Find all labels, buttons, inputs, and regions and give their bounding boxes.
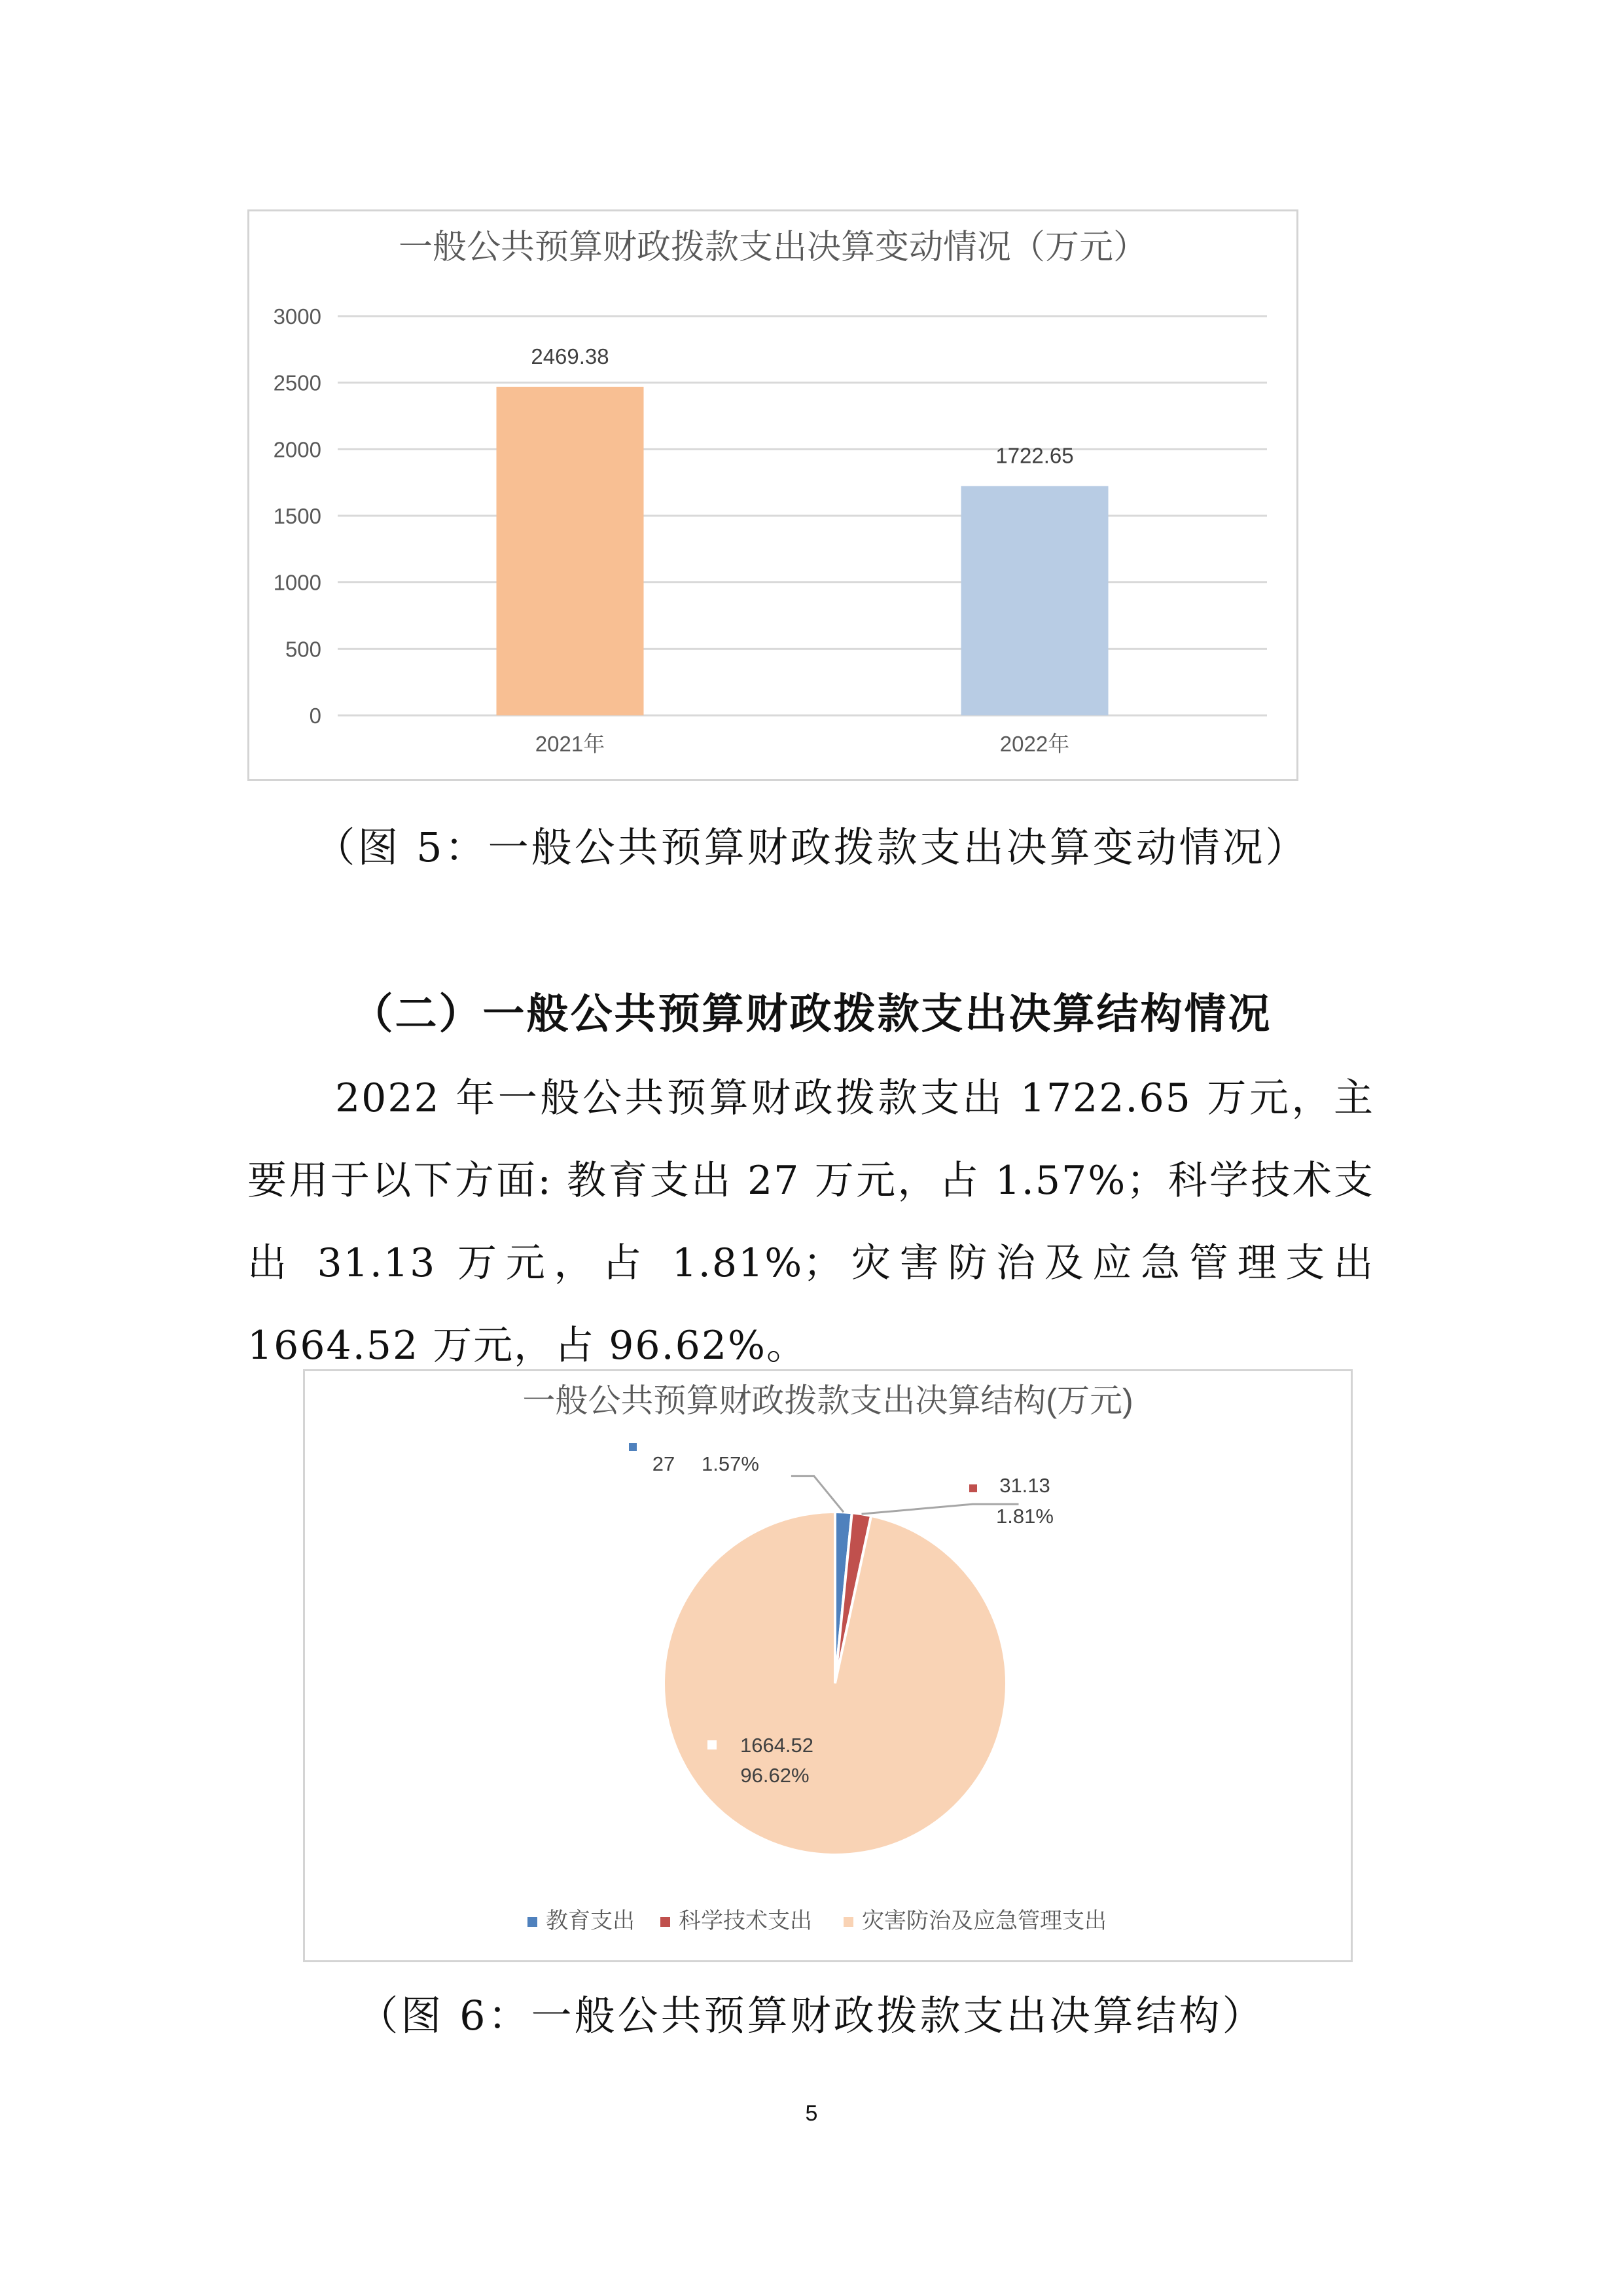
x-tick-label: 2021年	[535, 732, 605, 756]
legend-label: 科学技术支出	[679, 1909, 812, 1933]
y-tick-label: 1000	[273, 570, 321, 595]
body-paragraph: 2022 年一般公共预算财政拨款支出 1722.65 万元，主要用于以下方面: 教育支出 27 万元，占 1.57%；科学技术支出 31.13 万元，占 1.81%；灾害防治及应急管理支出 1664.52 万元，占 96.62%。	[247, 1075, 1374, 1369]
pie-label-marker	[969, 1484, 977, 1492]
x-tick-label: 2022年	[999, 732, 1070, 756]
y-tick-label: 2000	[273, 437, 321, 462]
y-tick-label: 2500	[273, 370, 321, 395]
pie-percent-label: 96.62%	[740, 1764, 810, 1787]
legend-label: 教育支出	[546, 1909, 635, 1933]
pie-value-label: 31.13	[999, 1474, 1050, 1497]
bar-chart-figure5	[247, 209, 1298, 781]
pie-chart-figure6	[303, 1369, 1353, 1962]
pie-chart-svg	[305, 1371, 1351, 1960]
legend-swatch	[527, 1917, 537, 1927]
section-heading: （二）一般公共预算财政拨款支出决算结构情况	[351, 990, 1272, 1039]
pie-leader-line	[862, 1504, 1019, 1514]
y-tick-label: 1500	[273, 504, 321, 528]
bar-data-label: 1722.65	[995, 443, 1074, 468]
bar	[497, 387, 644, 715]
pie-percent-label: 1.81%	[996, 1505, 1054, 1528]
bar-chart-title: 一般公共预算财政拨款支出决算变动情况（万元）	[398, 228, 1148, 266]
pie-percent-label: 1.57%	[702, 1452, 759, 1475]
pie-value-label: 27	[652, 1452, 675, 1475]
y-tick-label: 0	[309, 704, 321, 728]
legend-label: 灾害防治及应急管理支出	[862, 1909, 1107, 1933]
y-tick-label: 500	[285, 637, 321, 662]
pie-leader-line	[791, 1476, 844, 1512]
legend-swatch	[660, 1917, 670, 1927]
pie-chart-title: 一般公共预算财政拨款支出决算结构(万元)	[522, 1382, 1133, 1419]
figure6-caption: （图 6：一般公共预算财政拨款支出决算结构）	[357, 1992, 1266, 2039]
bar	[961, 486, 1109, 715]
bar-chart-svg	[249, 211, 1296, 779]
legend-swatch	[844, 1917, 853, 1927]
page-number: 5	[805, 2101, 818, 2126]
pie-label-marker	[706, 1739, 718, 1751]
pie-slice	[664, 1512, 1007, 1855]
bar-data-label: 2469.38	[531, 344, 609, 368]
pie-value-label: 1664.52	[740, 1734, 814, 1757]
figure5-caption: （图 5：一般公共预算财政拨款支出决算变动情况）	[314, 823, 1309, 871]
pie-label-marker	[629, 1443, 637, 1451]
y-tick-label: 3000	[273, 304, 321, 329]
